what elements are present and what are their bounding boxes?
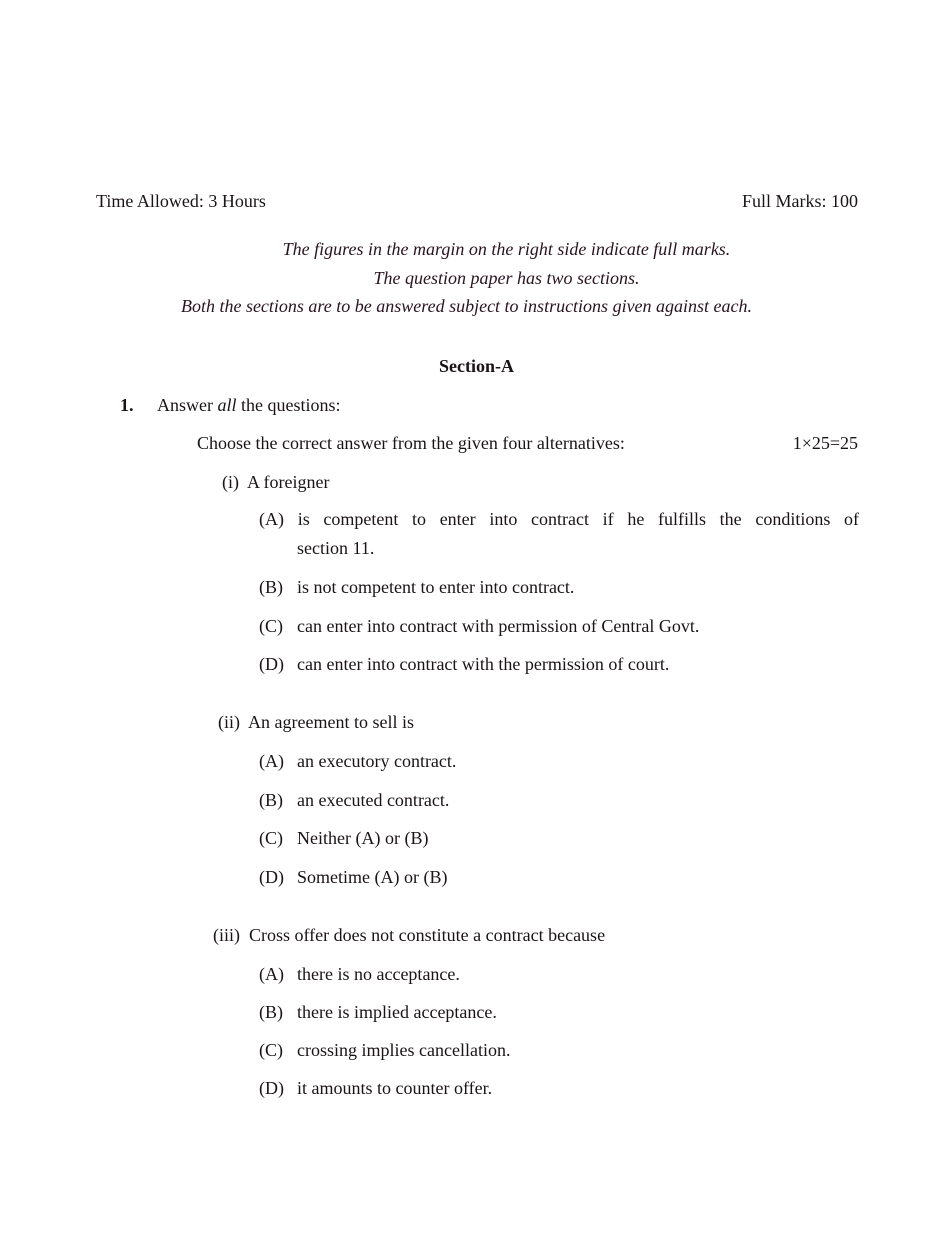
question-text-pre: Answer [157, 395, 218, 415]
option [259, 1001, 497, 1023]
option-text: an executory contract. [297, 751, 457, 771]
option-label: (C) [259, 828, 283, 848]
option-label: (D) [259, 654, 284, 674]
section-title: Section-A [439, 356, 514, 376]
time-allowed: Time Allowed: 3 Hours [96, 191, 266, 211]
option [259, 576, 574, 598]
item-stem [222, 471, 329, 493]
option-text: crossing implies cancellation. [297, 1040, 511, 1060]
option-label: (B) [259, 790, 283, 810]
item-number: (ii) [218, 712, 240, 732]
option-text: is competent to enter into contract if he fulfills the conditions of [297, 509, 860, 529]
option [259, 653, 669, 675]
option-label: (C) [259, 1040, 283, 1060]
instruction-2: The question paper has two sections. [373, 268, 640, 288]
option-label: (D) [259, 1078, 284, 1098]
option-text: there is implied acceptance. [297, 1002, 497, 1022]
item-number: (i) [222, 472, 239, 492]
item-stem [218, 711, 414, 733]
item-number: (iii) [213, 925, 240, 945]
option [259, 615, 699, 637]
option [259, 505, 859, 534]
option [259, 750, 456, 772]
option [259, 1077, 492, 1099]
full-marks: Full Marks: 100 [741, 191, 858, 211]
item-stem-text: An agreement to sell is [248, 712, 414, 732]
question-marks: 1×25=25 [792, 433, 858, 453]
question-number: 1. [120, 395, 134, 415]
item-stem-text: A foreigner [247, 472, 330, 492]
option-text: there is no acceptance. [297, 964, 460, 984]
option-label: (A) [259, 964, 284, 984]
option-text: it amounts to counter offer. [297, 1078, 493, 1098]
option [259, 866, 447, 888]
question-text-em: all [217, 395, 237, 415]
option-label: (C) [259, 616, 283, 636]
item-stem-text: Cross offer does not constitute a contract because [249, 925, 606, 945]
question-text [157, 394, 341, 416]
question-subtext: Choose the correct answer from the given four alternatives: [197, 433, 625, 453]
option-text: can enter into contract with permission of Central Govt. [297, 616, 700, 636]
option-text: can enter into contract with the permission of court. [297, 654, 670, 674]
item-stem [213, 924, 605, 946]
option [259, 789, 449, 811]
option [259, 963, 460, 985]
option-continuation: section 11. [297, 538, 375, 558]
option-text: an executed contract. [297, 790, 450, 810]
option-text: Neither (A) or (B) [297, 828, 429, 848]
instruction-1: The figures in the margin on the right side indicate full marks. [282, 239, 731, 259]
option-text: Sometime (A) or (B) [297, 867, 448, 887]
option-label: (B) [259, 1002, 283, 1022]
option-label: (A) [259, 509, 284, 529]
option-text: is not competent to enter into contract. [297, 577, 575, 597]
option-label: (D) [259, 867, 284, 887]
option [259, 827, 428, 849]
instruction-3: Both the sections are to be answered subject to instructions given against each. [180, 296, 753, 316]
question-text-post: the questions: [236, 395, 341, 415]
option-label: (A) [259, 751, 284, 771]
option-label: (B) [259, 577, 283, 597]
option [259, 1039, 510, 1061]
